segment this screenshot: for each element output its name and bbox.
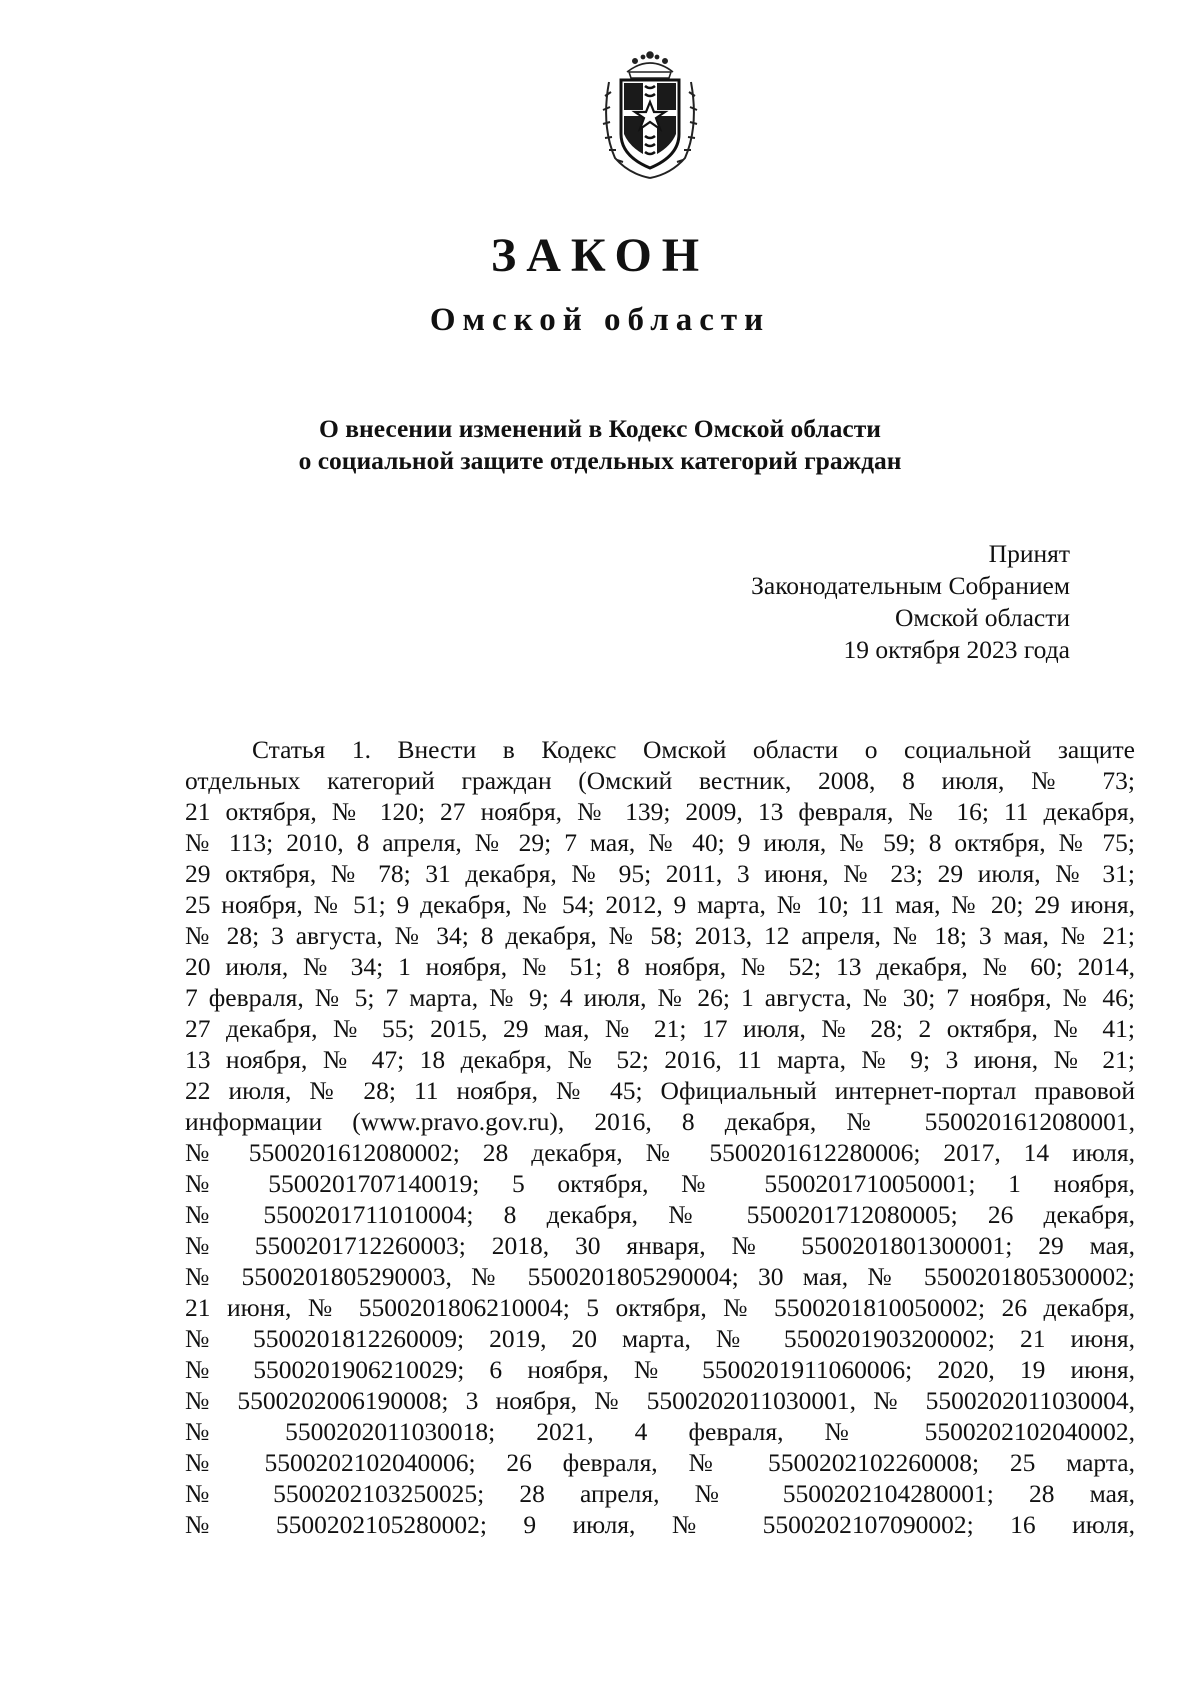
adoption-date: 19 октября 2023 года	[843, 635, 1070, 664]
article-line: 25 ноября, № 51; 9 декабря, № 54; 2012, 9 марта, № 10; 11 мая, № 20; 29 июня,	[185, 890, 1135, 919]
document-name	[0, 413, 1200, 477]
article-line: информации (www.pravo.gov.ru), 2016, 8 декабря, № 5500201612080001,	[185, 1107, 1135, 1136]
article-line: 21 июня, № 5500201806210004; 5 октября, № 5500201810050002; 26 декабря,	[185, 1293, 1135, 1322]
article-line: 21 октября, № 120; 27 ноября, № 139; 2009, 13 февраля, № 16; 11 декабря,	[185, 797, 1135, 826]
article-line: № 5500201805290003, № 5500201805290004; 30 мая, № 5500201805300002;	[185, 1262, 1135, 1291]
article-line: 29 октября, № 78; 31 декабря, № 95; 2011, 3 июня, № 23; 29 июля, № 31;	[185, 859, 1135, 888]
law-title: ЗАКОН	[490, 229, 710, 282]
article-line: № 5500201812260009; 2019, 20 марта, № 5500201903200002; 21 июня,	[185, 1324, 1135, 1353]
article-line: № 5500202011030018; 2021, 4 февраля, № 5500202102040002,	[185, 1417, 1135, 1446]
article-line: № 5500201707140019; 5 октября, № 5500201710050001; 1 ноября,	[185, 1169, 1135, 1198]
article-line: № 5500202103250025; 28 апреля, № 5500202104280001; 28 мая,	[185, 1479, 1135, 1508]
document-name-line: О внесении изменений в Кодекс Омской области	[319, 414, 881, 443]
article-line: № 5500201711010004; 8 декабря, № 5500201712080005; 26 декабря,	[185, 1200, 1135, 1229]
adoption-block	[751, 538, 1070, 666]
article-line: № 5500202006190008; 3 ноября, № 5500202011030001, № 5500202011030004,	[185, 1386, 1135, 1415]
article-1-text	[185, 734, 1135, 1540]
article-line: № 5500201906210029; 6 ноября, № 5500201911060006; 2020, 19 июня,	[185, 1355, 1135, 1384]
adoption-line: Законодательным Собранием	[751, 571, 1070, 600]
article-line: 7 февраля, № 5; 7 марта, № 9; 4 июля, № 26; 1 августа, № 30; 7 ноября, № 46;	[185, 983, 1135, 1012]
article-line: № 113; 2010, 8 апреля, № 29; 7 мая, № 40; 9 июля, № 59; 8 октября, № 75;	[185, 828, 1135, 857]
article-line: 13 ноября, № 47; 18 декабря, № 52; 2016, 11 марта, № 9; 3 июня, № 21;	[185, 1045, 1135, 1074]
article-line: отдельных категорий граждан (Омский вестник, 2008, 8 июля, № 73;	[185, 766, 1135, 795]
article-line: 20 июля, № 34; 1 ноября, № 51; 8 ноября, № 52; 13 декабря, № 60; 2014,	[185, 952, 1135, 981]
document-name-line: о социальной защите отдельных категорий граждан	[298, 446, 902, 475]
article-line: № 28; 3 августа, № 34; 8 декабря, № 58; 2013, 12 апреля, № 18; 3 мая, № 21;	[185, 921, 1135, 950]
article-line: 27 декабря, № 55; 2015, 29 мая, № 21; 17 июля, № 28; 2 октября, № 41;	[185, 1014, 1135, 1043]
article-line: № 5500202102040006; 26 февраля, № 5500202102260008; 25 марта,	[185, 1448, 1135, 1477]
article-line: № 5500201712260003; 2018, 30 января, № 5500201801300001; 29 мая,	[185, 1231, 1135, 1260]
article-line: 22 июля, № 28; 11 ноября, № 45; Официальный интернет-портал правовой	[185, 1076, 1135, 1105]
article-line: Статья 1. Внести в Кодекс Омской области о социальной защите	[252, 735, 1135, 764]
article-line: № 5500201612080002; 28 декабря, № 5500201612280006; 2017, 14 июля,	[185, 1138, 1135, 1167]
law-subtitle: Омской области	[429, 302, 771, 338]
adoption-line: Омской области	[895, 603, 1070, 632]
adoption-line: Принят	[988, 539, 1070, 568]
coat-of-arms-icon	[599, 46, 701, 180]
article-line: № 5500202105280002; 9 июля, № 5500202107090002; 16 июля,	[185, 1510, 1135, 1539]
